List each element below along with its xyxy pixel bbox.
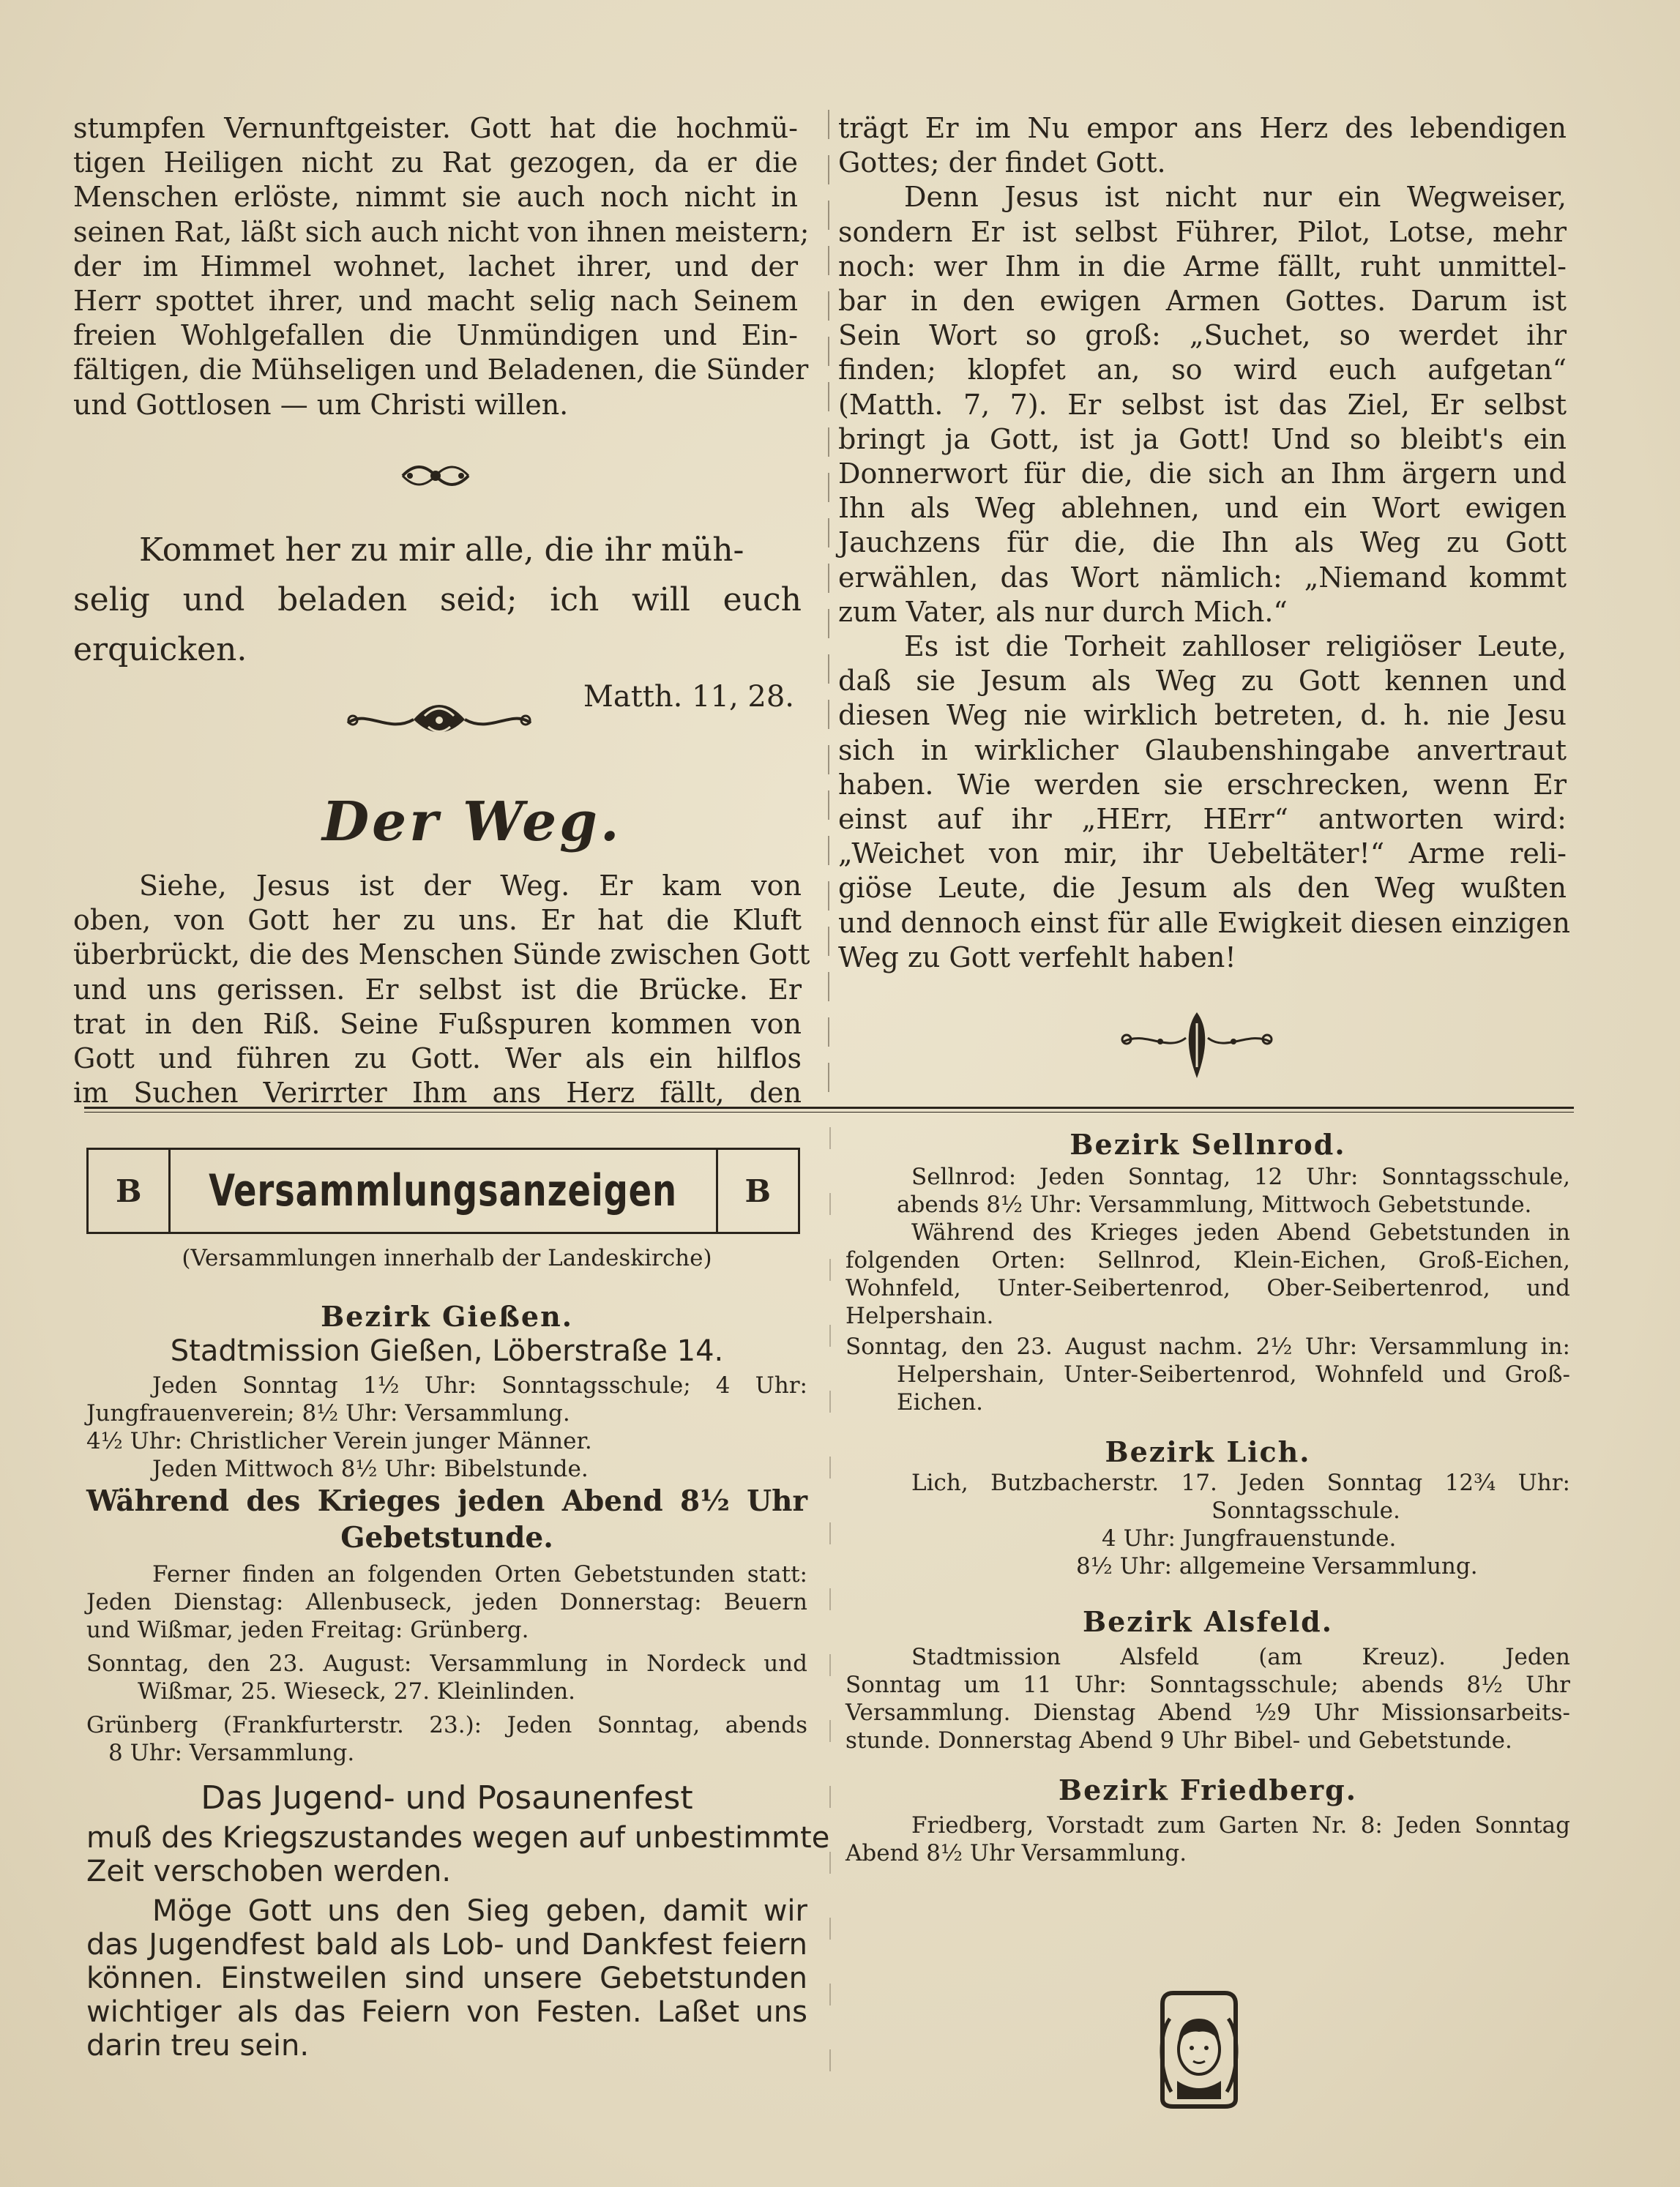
text-line: fältigen, die Mühseligen und Beladenen, die Sünder	[73, 354, 809, 386]
text-line: überbrückt, die des Menschen Sünde zwischen Gott	[73, 938, 810, 971]
text-line: Grünberg (Frankfurterstr. 23.): Jeden Sonntag, abends	[86, 1712, 807, 1738]
section-heading: Bezirk Sellnrod.	[1069, 1128, 1346, 1161]
weg-article-text	[73, 869, 810, 1110]
quote-line: Kommet her zu mir alle, die ihr müh-	[139, 531, 744, 569]
text-line: wichtiger als das Feiern von Festen. Laßet uns	[86, 1995, 807, 2029]
text-line: Weg zu Gott verfehlt haben!	[838, 941, 1236, 973]
left-top-text	[73, 111, 810, 422]
fleuron-icon	[395, 460, 476, 492]
text-line: Donnerwort für die, die sich an Ihm ärgern und	[838, 457, 1567, 490]
text-line: können. Einstweilen sind unsere Gebetstunden	[86, 1962, 807, 1995]
section-heading: Bezirk Gießen.	[321, 1300, 573, 1333]
quote-reference: Matth. 11, 28.	[583, 680, 794, 714]
text-line: Gottes; der findet Gott.	[838, 146, 1166, 179]
text-line: Abend 8½ Uhr Versammlung.	[845, 1840, 1187, 1866]
text-line: Helpershain, Unter-Seibertenrod, Wohnfeld und Groß-	[897, 1361, 1570, 1388]
text-line: Zeit verschoben werden.	[86, 1855, 452, 1888]
text-line: Herr spottet ihrer, und macht selig nach Seinem	[73, 285, 798, 318]
text-line: Sonntag um 11 Uhr: Sonntagsschule; abends 8½ Uhr	[845, 1672, 1570, 1698]
text-line: Gott und führen zu Gott. Wer als ein hilflos	[73, 1042, 802, 1075]
quote-line: selig und beladen seid; ich will euch erquicken.	[73, 581, 802, 668]
column-divider	[828, 110, 829, 1098]
text-line: und Wißmar, jeden Freitag: Grünberg.	[86, 1617, 529, 1643]
subtitle: (Versammlungen innerhalb der Landeskirche)	[182, 1245, 712, 1271]
section-divider	[84, 1107, 1574, 1113]
vignette-ornament-icon	[1116, 1009, 1277, 1082]
banner-initial-left: B	[89, 1150, 171, 1232]
text-line: Jeden Dienstag: Allenbuseck, jeden Donnerstag: Beuern	[86, 1589, 807, 1615]
text-line: stunde. Donnerstag Abend 9 Uhr Bibel- und Gebetstunde.	[845, 1727, 1512, 1754]
text-line: daß sie Jesum als Weg zu Gott kennen und	[838, 665, 1567, 698]
text-line: diesen Weg nie wirklich betreten, d. h. nie Jesu	[838, 699, 1567, 732]
text-line: Menschen erlöste, nimmt sie auch noch nicht in	[73, 181, 798, 214]
text-line: Während des Krieges jeden Abend Gebetstunden in	[911, 1219, 1570, 1246]
text-line: (Matth. 7, 7). Er selbst ist das Ziel, Er selbst	[838, 388, 1567, 421]
bible-quote	[73, 526, 802, 719]
text-line: Denn Jesus ist nicht nur ein Wegweiser,	[904, 181, 1567, 214]
text-line: Ferner finden an folgenden Orten Gebetstunden statt:	[152, 1561, 807, 1588]
text-line: Sonntag, den 23. August: Versammlung in Nordeck und	[86, 1650, 807, 1677]
text-line: zum Vater, als nur durch Mich.“	[838, 595, 1288, 628]
text-line: trat in den Riß. Seine Fußspuren kommen von	[73, 1007, 802, 1040]
banner-initial-right: B	[716, 1150, 798, 1232]
text-line: Wißmar, 25. Wieseck, 27. Kleinlinden.	[138, 1678, 576, 1705]
text-line: der im Himmel wohnet, lachet ihrer, und der	[73, 250, 798, 283]
text-line: Es ist die Torheit zahlloser religiöser Leute,	[904, 630, 1567, 663]
text-line: und dennoch einst für alle Ewigkeit diesen einzigen	[838, 906, 1570, 939]
text-line: stumpfen Vernunftgeister. Gott hat die hochmü-	[73, 112, 798, 144]
column-divider	[829, 1127, 831, 2108]
left-bottom-text	[86, 1244, 830, 2063]
text-line: bringt ja Gott, ist ja Gott! Und so bleibt's ein	[838, 422, 1567, 455]
text-line: Stadtmission Alsfeld (am Kreuz). Jeden	[911, 1644, 1570, 1670]
text-line: 8½ Uhr: allgemeine Versammlung.	[1076, 1553, 1478, 1580]
text-line: und uns gerissen. Er selbst ist die Brücke. Er	[73, 973, 802, 1006]
right-top-text	[838, 111, 1570, 975]
text-line: Sonntagsschule.	[1212, 1498, 1400, 1524]
versammlungsanzeigen-banner	[86, 1148, 800, 1234]
text-line: Helpershain.	[845, 1303, 994, 1329]
text-line: darin treu sein.	[86, 2029, 310, 2063]
stadtmission-heading: Stadtmission Gießen, Löberstraße 14.	[170, 1334, 724, 1368]
jugend-heading: Das Jugend- und Posaunenfest	[201, 1779, 693, 1817]
text-line: 8 Uhr: Versammlung.	[108, 1740, 355, 1766]
text-line: „Weichet von mir, ihr Uebeltäter!“ Arme reli-	[838, 837, 1567, 870]
text-line: Ihn als Weg ablehnen, und ein Wort ewigen	[838, 492, 1567, 525]
text-line: bar in den ewigen Armen Gottes. Darum ist	[838, 285, 1567, 318]
text-line: erwählen, das Wort nämlich: „Niemand kommt	[838, 561, 1567, 594]
text-line: Sonntag, den 23. August nachm. 2½ Uhr: Versammlung in:	[845, 1334, 1570, 1360]
text-line: oben, von Gott her zu uns. Er hat die Kluft	[73, 904, 802, 937]
right-bottom-text	[845, 1128, 1570, 1867]
text-line: Jeden Mittwoch 8½ Uhr: Bibelstunde.	[152, 1456, 589, 1482]
scroll-ornament-icon	[344, 694, 534, 745]
text-line: folgenden Orten: Sellnrod, Klein-Eichen, Groß-Eichen,	[845, 1247, 1570, 1274]
text-line: Jungfrauenverein; 8½ Uhr: Versammlung.	[86, 1400, 570, 1427]
text-line: das Jugendfest bald als Lob- und Dankfest feiern	[86, 1928, 807, 1962]
cherub-vignette-icon	[1155, 1989, 1243, 2110]
text-line: Sein Wort so groß: „Suchet, so werdet ihr	[838, 319, 1567, 352]
section-heading: Bezirk Lich.	[1105, 1435, 1311, 1468]
text-line: Sellnrod: Jeden Sonntag, 12 Uhr: Sonntagsschule,	[911, 1164, 1570, 1190]
section-heading: Bezirk Friedberg.	[1059, 1773, 1357, 1806]
text-line: einst auf ihr „HErr, HErr“ antworten wird:	[838, 803, 1567, 836]
text-line: Jeden Sonntag 1½ Uhr: Sonntagsschule; 4 Uhr:	[152, 1372, 807, 1399]
text-line: abends 8½ Uhr: Versammlung, Mittwoch Gebetstunde.	[897, 1192, 1532, 1218]
text-line: tigen Heiligen nicht zu Rat gezogen, da er die	[73, 146, 798, 179]
text-line: muß des Kriegszustandes wegen auf unbestimmte	[86, 1821, 830, 1855]
text-line: Möge Gott uns den Sieg geben, damit wir	[152, 1894, 807, 1928]
krieg-notice: Während des Krieges jeden Abend 8½ Uhr	[86, 1484, 807, 1518]
banner-title: Versammlungsanzeigen	[209, 1165, 678, 1216]
section-heading: Bezirk Alsfeld.	[1083, 1605, 1333, 1638]
text-line: Jauchzens für die, die Ihn als Weg zu Gott	[838, 526, 1567, 559]
text-line: haben. Wie werden sie erschrecken, wenn Er	[838, 768, 1567, 801]
text-line: und Gottlosen — um Christi willen.	[73, 388, 569, 421]
text-line: 4 Uhr: Jungfrauenstunde.	[1102, 1525, 1397, 1552]
text-line: giöse Leute, die Jesum als den Weg wußten	[838, 872, 1567, 905]
text-line: seinen Rat, läßt sich auch nicht von ihnen meistern;	[73, 215, 810, 248]
text-line: sondern Er ist selbst Führer, Pilot, Lotse, mehr	[838, 215, 1567, 248]
text-line: Wohnfeld, Unter-Seibertenrod, Ober-Seibertenrod, und	[845, 1275, 1570, 1301]
text-line: freien Wohlgefallen die Unmündigen und Ein-	[73, 319, 798, 352]
text-line: Friedberg, Vorstadt zum Garten Nr. 8: Jeden Sonntag	[911, 1812, 1570, 1839]
text-line: im Suchen Verirrter Ihm ans Herz fällt, den	[73, 1077, 802, 1110]
krieg-notice: Gebetstunde.	[340, 1521, 553, 1555]
text-line: noch: wer Ihm in die Arme fällt, ruht unmittel-	[838, 250, 1567, 283]
article-title: Der Weg.	[322, 790, 622, 853]
text-line: Versammlung. Dienstag Abend ½9 Uhr Missionsarbeits-	[845, 1700, 1570, 1726]
text-line: trägt Er im Nu empor ans Herz des lebendigen	[838, 112, 1567, 144]
text-line: 4½ Uhr: Christlicher Verein junger Männer.	[86, 1428, 592, 1454]
text-line: Lich, Butzbacherstr. 17. Jeden Sonntag 12¾ Uhr:	[911, 1470, 1570, 1496]
text-line: finden; klopfet an, so wird euch aufgetan“	[838, 354, 1567, 386]
text-line: Siehe, Jesus ist der Weg. Er kam von	[139, 870, 802, 902]
text-line: Eichen.	[897, 1389, 984, 1416]
text-line: sich in wirklicher Glaubenshingabe anvertraut	[838, 733, 1567, 766]
